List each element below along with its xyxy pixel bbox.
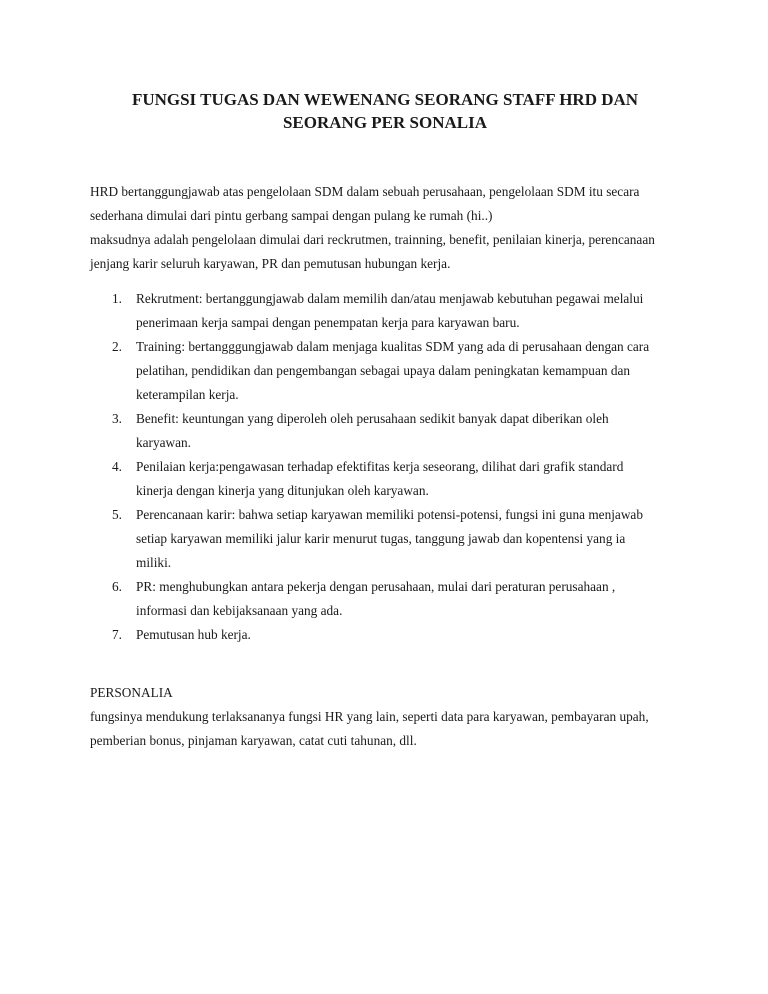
list-item-line: setiap karyawan memiliki jalur karir menurut tugas, tanggung jawab dan kopentensi yang ia <box>136 531 626 546</box>
list-item-line: Training: bertangggungjawab dalam menjaga kualitas SDM yang ada di perusahaan dengan cara <box>136 339 650 354</box>
document-title <box>90 88 680 134</box>
list-item <box>90 287 690 335</box>
list-item-line: informasi dan kebijaksanaan yang ada. <box>136 603 343 618</box>
list-item-line: Perencanaan karir: bahwa setiap karyawan memiliki potensi-potensi, fungsi ini guna menjawab <box>136 507 643 522</box>
list-item-line: Pemutusan hub kerja. <box>136 627 251 642</box>
list-item-line: pelatihan, pendidikan dan pengembangan sebagai upaya dalam peningkatan kemampuan dan <box>136 363 631 378</box>
list-item-line: kinerja dengan kinerja yang ditunjukan oleh karyawan. <box>136 483 429 498</box>
list-item-number: 5. <box>112 507 122 522</box>
intro-line: maksudnya adalah pengelolaan dimulai dari reckrutmen, trainning, benefit, penilaian kinerja, perencanaan <box>90 232 655 247</box>
list-item <box>90 623 690 647</box>
intro-paragraph <box>90 180 690 276</box>
section-heading: PERSONALIA <box>90 685 173 700</box>
list-item <box>90 503 690 575</box>
intro-line: HRD bertanggungjawab atas pengelolaan SDM dalam sebuah perusahaan, pengelolaan SDM itu secara <box>90 184 640 199</box>
list-item-line: Rekrutment: bertanggungjawab dalam memilih dan/atau menjawab kebutuhan pegawai melalui <box>136 291 644 306</box>
list-item <box>90 455 690 503</box>
list-item <box>90 335 690 407</box>
list-item-number: 2. <box>112 339 122 354</box>
list-item-number: 1. <box>112 291 122 306</box>
section-line: fungsinya mendukung terlaksananya fungsi HR yang lain, seperti data para karyawan, pembayaran upah, <box>90 709 649 724</box>
list-item-number: 7. <box>112 627 122 642</box>
intro-line: jenjang karir seluruh karyawan, PR dan pemutusan hubungan kerja. <box>90 256 451 271</box>
numbered-list <box>90 287 690 647</box>
title-line: SEORANG PER SONALIA <box>282 113 488 132</box>
list-item <box>90 575 690 623</box>
list-item-number: 4. <box>112 459 122 474</box>
list-item-line: Penilaian kerja:pengawasan terhadap efektifitas kerja seseorang, dilihat dari grafik standard <box>136 459 624 474</box>
list-item-line: keterampilan kerja. <box>136 387 239 402</box>
list-item-line: Benefit: keuntungan yang diperoleh oleh perusahaan sedikit banyak dapat diberikan oleh <box>136 411 609 426</box>
list-item-line: PR: menghubungkan antara pekerja dengan perusahaan, mulai dari peraturan perusahaan , <box>136 579 616 594</box>
list-item-line: penerimaan kerja sampai dengan penempatan kerja para karyawan baru. <box>136 315 520 330</box>
list-item-number: 6. <box>112 579 122 594</box>
list-item-line: miliki. <box>136 555 172 570</box>
intro-line: sederhana dimulai dari pintu gerbang sampai dengan pulang ke rumah (hi..) <box>90 208 493 223</box>
section-line: pemberian bonus, pinjaman karyawan, catat cuti tahunan, dll. <box>90 733 417 748</box>
list-item-number: 3. <box>112 411 122 426</box>
list-item <box>90 407 690 455</box>
title-line: FUNGSI TUGAS DAN WEWENANG SEORANG STAFF HRD DAN <box>131 90 639 109</box>
personalia-section <box>90 681 690 753</box>
list-item-line: karyawan. <box>136 435 192 450</box>
